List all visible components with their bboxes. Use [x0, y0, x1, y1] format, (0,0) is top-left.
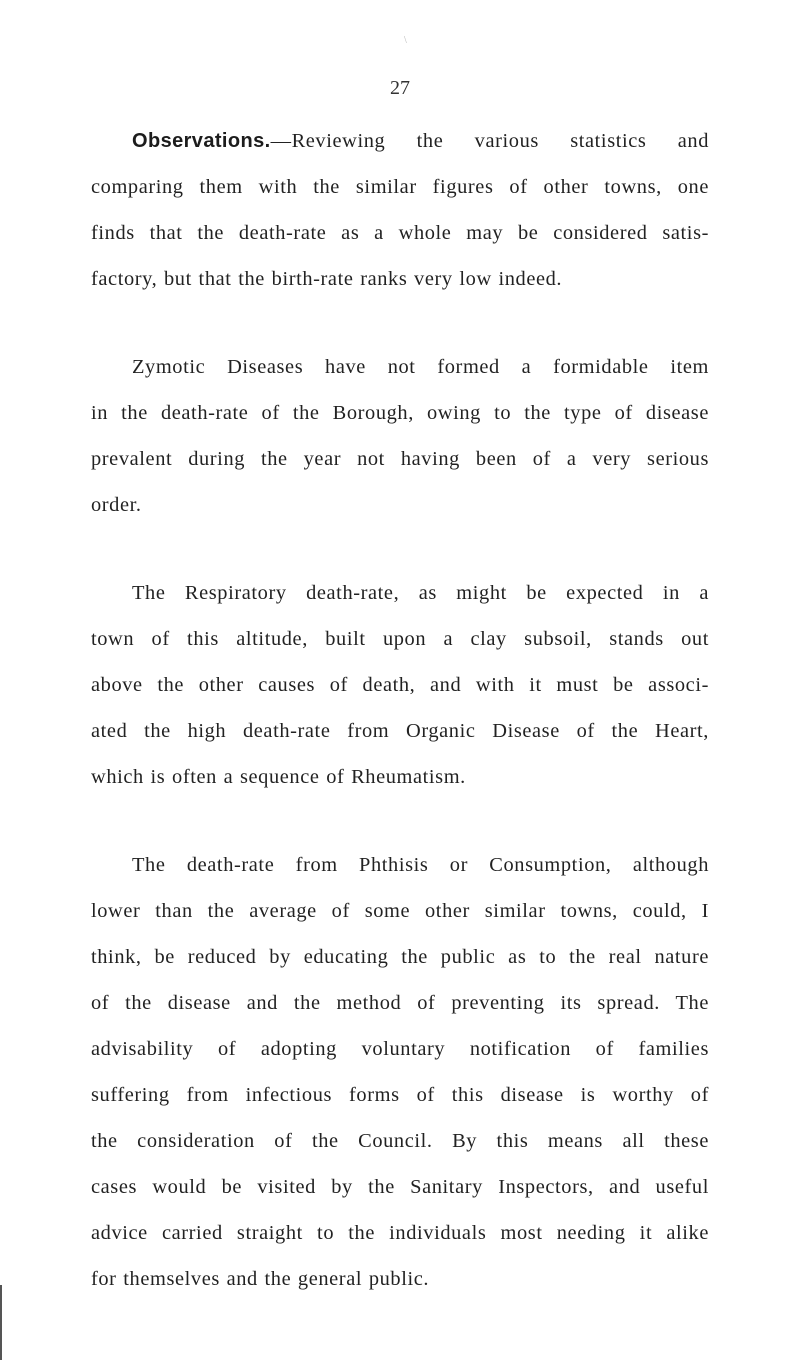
text-line: ated the high death-rate from Organic Disease of the Heart,	[91, 720, 709, 742]
text-line: advice carried straight to the individuals most needing it alike	[91, 1222, 709, 1244]
page-edge-rule	[0, 1285, 2, 1360]
text-line	[132, 121, 709, 161]
text-line: prevalent during the year not having been of a very serious	[91, 448, 709, 470]
text-line: think, be reduced by educating the public as to the real nature	[91, 946, 709, 968]
page-top-mark: \	[404, 35, 407, 46]
page-number: 27	[390, 77, 410, 99]
text-line: lower than the average of some other similar towns, could, I	[91, 900, 709, 922]
text-line: suffering from infectious forms of this disease is worthy of	[91, 1084, 709, 1106]
text-line: Zymotic Diseases have not formed a formidable item	[132, 356, 709, 378]
section-heading: Observations.	[132, 130, 271, 152]
heading-line-text: —Reviewing the various statistics and	[270, 130, 709, 152]
text-line: the consideration of the Council. By this means all these	[91, 1130, 709, 1152]
text-line: town of this altitude, built upon a clay subsoil, stands out	[91, 628, 709, 650]
text-line: for themselves and the general public.	[91, 1268, 430, 1290]
text-line: The death-rate from Phthisis or Consumption, although	[132, 854, 709, 876]
text-line: cases would be visited by the Sanitary Inspectors, and useful	[91, 1176, 709, 1198]
text-line: finds that the death-rate as a whole may be considered satis-	[91, 222, 709, 244]
text-line: in the death-rate of the Borough, owing to the type of disease	[91, 402, 709, 424]
text-line: of the disease and the method of preventing its spread. The	[91, 992, 709, 1014]
text-line: comparing them with the similar figures of other towns, one	[91, 176, 709, 198]
text-line: factory, but that the birth-rate ranks very low indeed.	[91, 268, 563, 290]
text-line: above the other causes of death, and with it must be associ-	[91, 674, 709, 696]
text-line: The Respiratory death-rate, as might be expected in a	[132, 582, 709, 604]
text-line: order.	[91, 494, 142, 516]
text-line: which is often a sequence of Rheumatism.	[91, 766, 466, 788]
text-line: advisability of adopting voluntary notification of families	[91, 1038, 709, 1060]
